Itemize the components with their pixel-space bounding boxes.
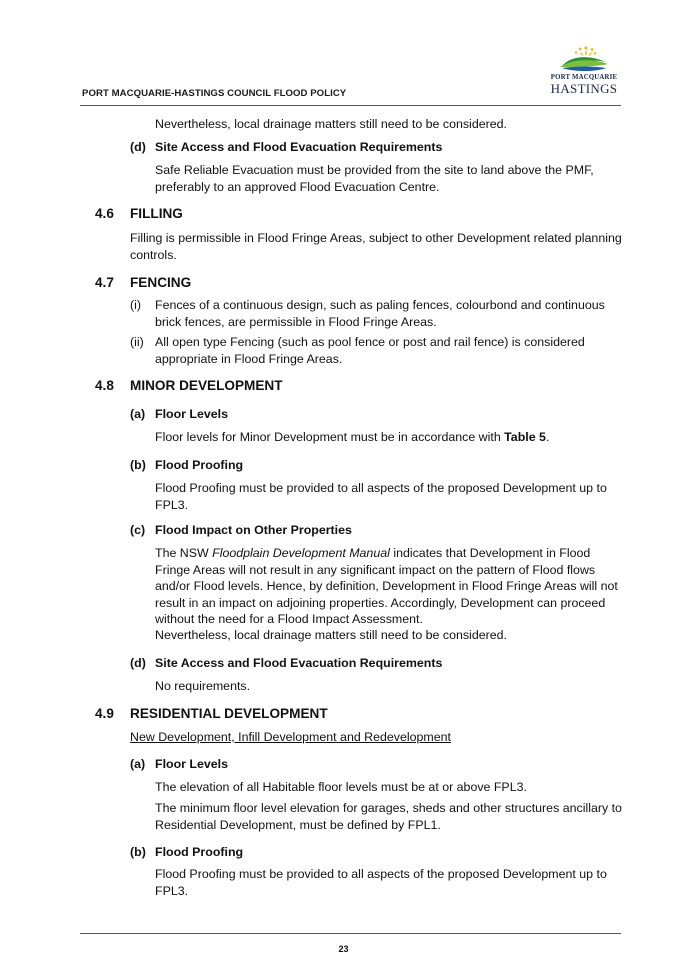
section-4-8-title: MINOR DEVELOPMENT (130, 378, 283, 393)
fencing-item-1-text: Fences of a continuous design, such as paling fences, colourbond and continuous brick fences, are permissible in Flood Fringe Areas. (155, 298, 605, 329)
section-4-9-number: 4.9 (95, 706, 114, 721)
flood-impact-text-pre: The NSW (155, 546, 213, 560)
flood-impact-text-2: Nevertheless, local drainage matters still need to be considered. (155, 628, 507, 642)
section-4-7-title: FENCING (130, 275, 192, 290)
minor-floor-levels-text-post: . (545, 430, 550, 444)
section-4-9-title: RESIDENTIAL DEVELOPMENT (130, 706, 328, 721)
flood-impact-heading: Flood Impact on Other Properties (155, 523, 352, 537)
minor-floor-levels-heading: Floor Levels (155, 407, 228, 421)
minor-flood-proofing-label: (b) (130, 458, 146, 472)
section-4-6-title: FILLING (130, 206, 183, 221)
flood-impact-text (155, 545, 625, 628)
section-4-9-subtitle-text: New Development, Infill Development and Redevelopment (130, 730, 451, 744)
logo-graphic-icon (548, 44, 620, 74)
section-4-8-number: 4.8 (95, 378, 114, 393)
council-logo (548, 44, 620, 100)
site-access-2-text: No requirements. (155, 679, 251, 693)
residential-floor-levels-text-1: The elevation of all Habitable floor levels must be at or above FPL3. (155, 780, 527, 794)
residential-floor-levels-heading: Floor Levels (155, 757, 228, 771)
footer-divider (80, 933, 621, 934)
residential-floor-levels-text-2: The minimum floor level elevation for garages, sheds and other structures ancillary to Residential Development, must be defined by FPL1. (155, 801, 622, 832)
minor-floor-levels-text (155, 429, 625, 446)
fencing-item-1-label: (i) (130, 298, 142, 312)
floodplain-manual-title: Floodplain Development Manual (212, 546, 390, 560)
section-4-7-number: 4.7 (95, 275, 114, 290)
flood-impact-label: (c) (130, 523, 146, 537)
header-title: PORT MACQUARIE-HASTINGS COUNCIL FLOOD POLICY (82, 88, 347, 99)
minor-flood-proofing-heading: Flood Proofing (155, 458, 244, 472)
residential-flood-proofing-label: (b) (130, 845, 146, 859)
logo-text-line2: HASTINGS (550, 81, 618, 96)
fencing-item-2-text: All open type Fencing (such as pool fence or post and rail fence) is considered appropriate in Flood Fringe Areas. (155, 335, 585, 366)
minor-flood-proofing-text: Flood Proofing must be provided to all aspects of the proposed Development up to FPL3. (155, 481, 607, 512)
site-access-2-label: (d) (130, 656, 146, 670)
logo-text-line1: PORT MACQUARIE (550, 74, 618, 81)
site-access-1-label: (d) (130, 140, 146, 154)
header-divider (80, 105, 621, 106)
section-4-6-text: Filling is permissible in Flood Fringe Areas, subject to other Development related planning controls. (130, 231, 622, 262)
residential-flood-proofing-text: Flood Proofing must be provided to all aspects of the proposed Development up to FPL3. (155, 867, 607, 898)
residential-flood-proofing-heading: Flood Proofing (155, 845, 244, 859)
flood-impact-text-post: indicates that Development in Flood Fringe Areas will not result in any significant impact on the pattern of Flood flows and/or Flood levels. Hence, by definition, Development in Flood Fringe Areas will not result in an impact on adjoining properties. Accordingly, Development can proceed without the need for a Flood Impact Assessment. (155, 546, 618, 626)
site-access-1-text: Safe Reliable Evacuation must be provided from the site to land above the PMF, preferably to an approved Flood Evacuation Centre. (155, 163, 594, 194)
intro-text: Nevertheless, local drainage matters still need to be considered. (155, 117, 507, 131)
section-4-9-subtitle (130, 729, 625, 746)
section-4-6-number: 4.6 (95, 206, 114, 221)
minor-floor-levels-label: (a) (130, 407, 146, 421)
minor-floor-levels-text-pre: Floor levels for Minor Development must be in accordance with (155, 430, 505, 444)
site-access-2-heading: Site Access and Flood Evacuation Requirements (155, 656, 443, 670)
residential-floor-levels-label: (a) (130, 757, 146, 771)
fencing-item-2-label: (ii) (130, 335, 144, 349)
page-number: 23 (338, 944, 349, 954)
table-5-reference: Table 5 (504, 430, 546, 444)
site-access-1-heading: Site Access and Flood Evacuation Requirements (155, 140, 443, 154)
